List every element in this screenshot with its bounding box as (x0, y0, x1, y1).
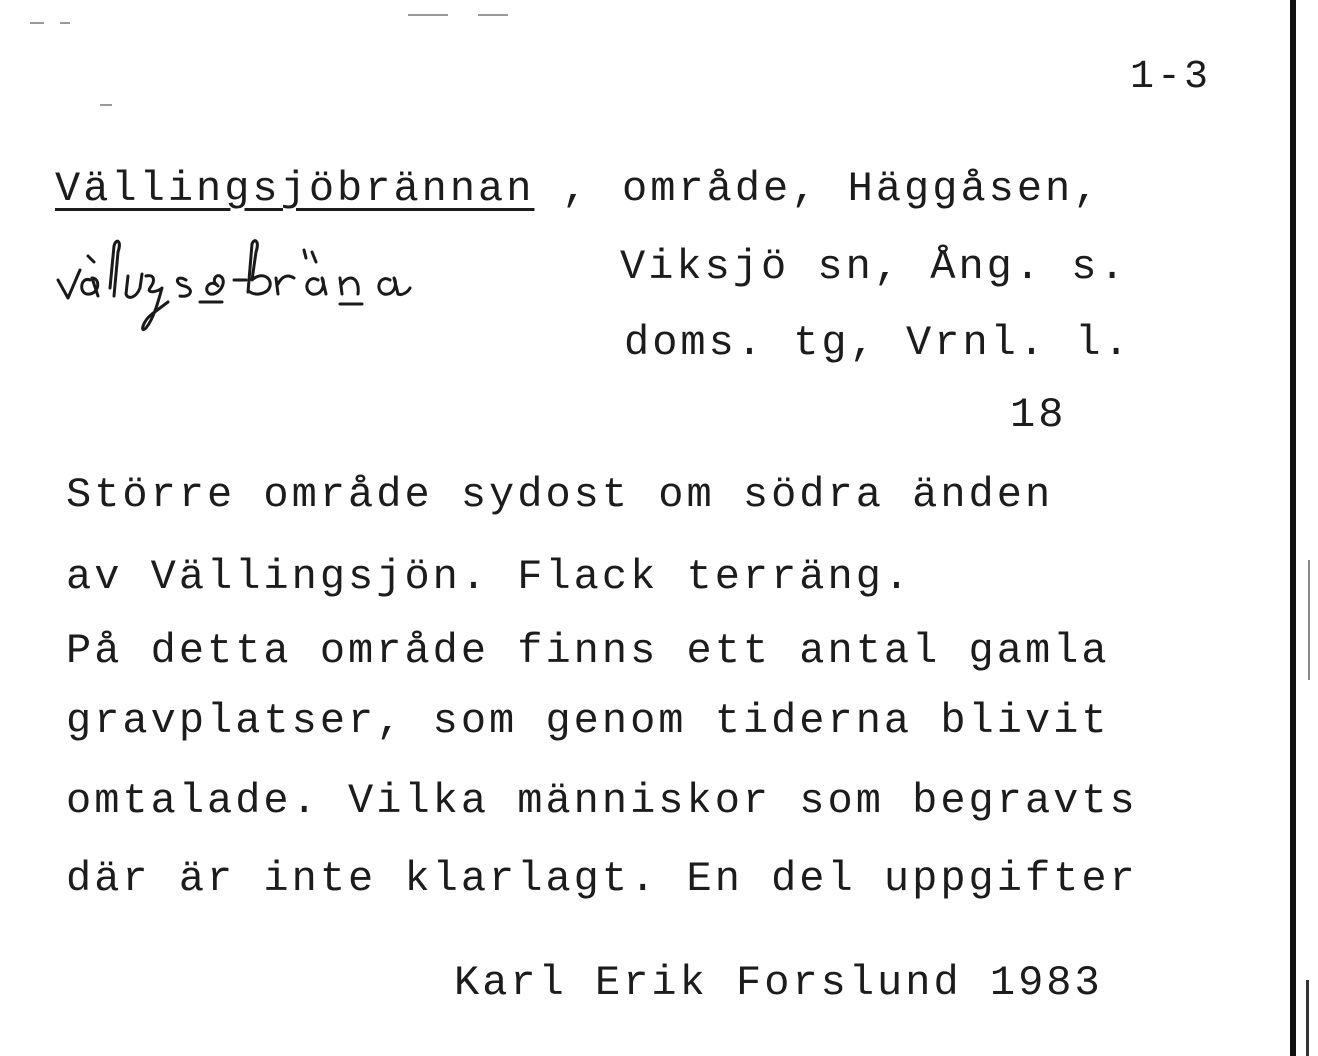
location-line: Viksjö sn, Ång. s. (620, 243, 1128, 291)
card-number: 1-3 (1130, 55, 1212, 100)
scan-speck (100, 104, 112, 106)
signature-line: Karl Erik Forslund 1983 (454, 959, 1103, 1007)
page-number: 18 (1010, 391, 1067, 439)
body-text-line: gravplatser, som genom tiderna blivit (66, 697, 1110, 745)
body-text-line: Större område sydost om södra änden (66, 471, 1054, 519)
location-line: område, Häggåsen, (622, 165, 1102, 213)
card-edge-mark (1308, 560, 1310, 680)
headword: Vällingsjöbrännan (55, 165, 535, 213)
scan-speck (408, 14, 448, 16)
location-line: doms. tg, Vrnl. l. (624, 319, 1132, 367)
scan-speck (478, 14, 508, 16)
handwritten-pronunciation (50, 218, 570, 338)
headword-comma: , (562, 165, 591, 213)
card-edge-mark (1306, 980, 1309, 1056)
body-text-line: omtalade. Vilka människor som begravts (66, 777, 1138, 825)
scan-speck (30, 22, 44, 24)
scan-speck (60, 22, 70, 24)
body-text-line: av Vällingsjön. Flack terräng. (66, 553, 913, 601)
body-text-line: där är inte klarlagt. En del uppgifter (66, 855, 1138, 903)
card-edge-line (1290, 0, 1296, 1056)
body-text-line: På detta område finns ett antal gamla (66, 627, 1110, 675)
